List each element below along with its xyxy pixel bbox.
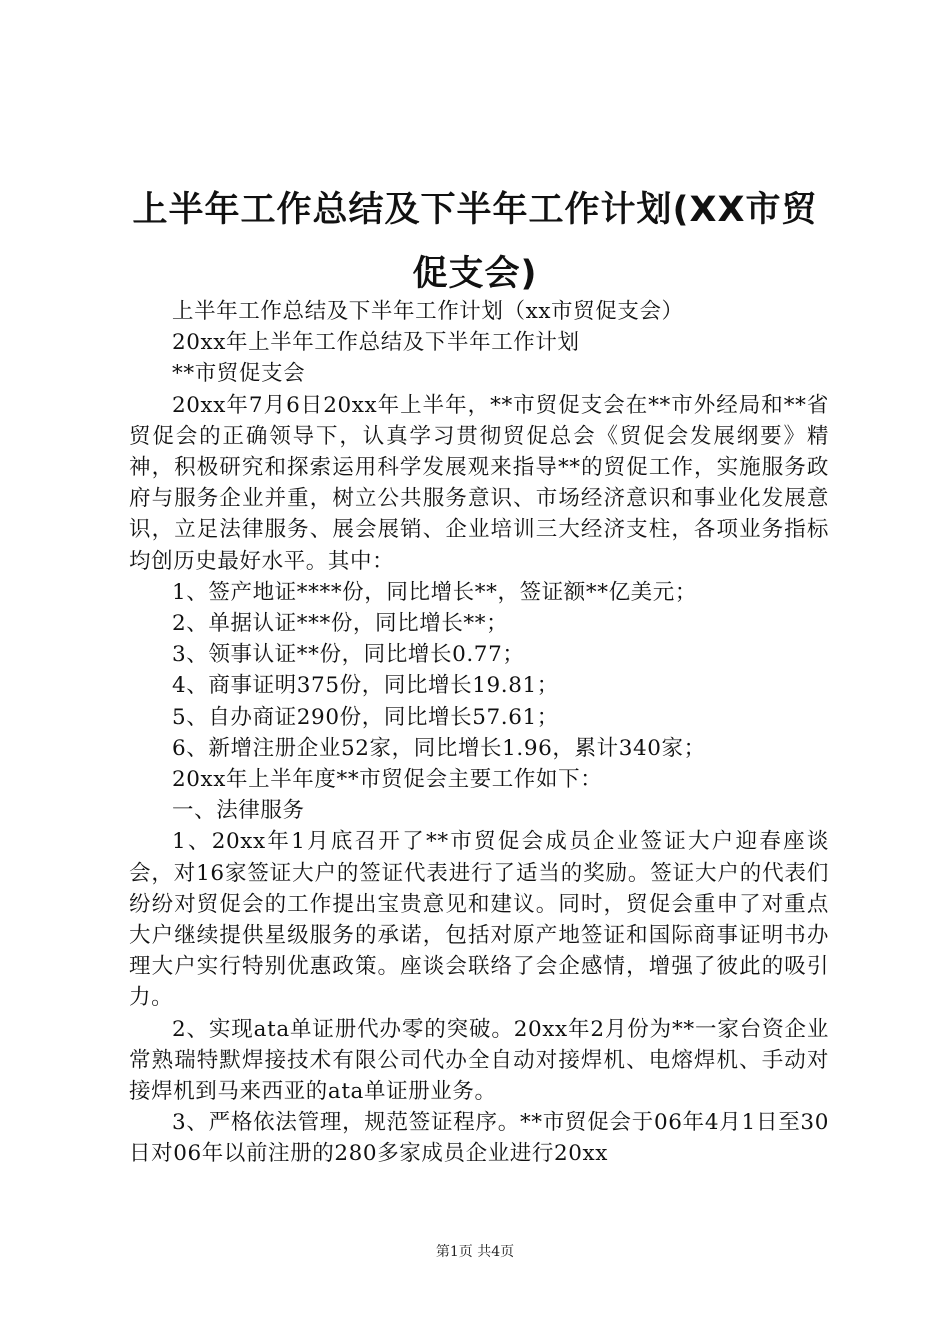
section-heading-legal: 一、法律服务 — [172, 798, 305, 824]
paragraph-subtitle: 上半年工作总结及下半年工作计划（xx市贸促支会） — [172, 299, 684, 324]
list-item-1: 1、签产地证****份，同比增长**，签证额**亿美元； — [172, 579, 697, 605]
paragraph-main-work: 20xx年上半年度**市贸促会主要工作如下： — [172, 767, 603, 793]
list-item-5: 5、自办商证290份，同比增长57.61； — [172, 704, 559, 730]
paragraph-organization: **市贸促支会 — [172, 361, 306, 387]
paragraph-legal-2: 2、实现ata单证册代办零的突破。20xx年2月份为**一家台资企业常熟瑞特默焊接技术有限公司代办全自动对接焊机、电熔焊机、手动对接焊机到马来西亚的ata单证册业务。 — [129, 1016, 829, 1105]
list-item-6: 6、新增注册企业52家，同比增长1.96，累计340家； — [172, 735, 706, 761]
document-body — [129, 296, 829, 1170]
list-item-2: 2、单据认证***份，同比增长**； — [172, 611, 509, 637]
page-footer: 第1页 共4页 — [435, 1244, 515, 1260]
paragraph-legal-1: 1、20xx年1月底召开了**市贸促会成员企业签证大户迎春座谈会，对16家签证大户的签证代表进行了适当的奖励。签证大户的代表们纷纷对贸促会的工作提出宝贵意见和建议。同时，贸促会重申了对重点大户继续提供星级服务的承诺，包括对原产地签证和国际商事证明书办理大户实行特别优惠政策。座谈会联络了会企感情，增强了彼此的吸引力。 — [129, 829, 829, 1011]
list-item-3: 3、领事认证**份，同比增长0.77； — [172, 642, 525, 668]
paragraph-intro: 20xx年7月6日20xx年上半年，**市贸促支会在**市外经局和**省贸促会的正确领导下，认真学习贯彻贸促总会《贸促会发展纲要》精神，积极研究和探索运用科学发展观来指导**的贸促工作，实施服务政府与服务企业并重，树立公共服务意识、市场经济意识和事业化发展意识，立足法律服务、展会展销、企业培训三大经济支柱，各项业务指标均创历史最好水平。其中： — [129, 392, 829, 574]
document-title: 上半年工作总结及下半年工作计划(XX市贸促支会) — [132, 190, 818, 294]
list-item-4: 4、商事证明375份，同比增长19.81； — [172, 673, 559, 699]
paragraph-report-title: 20xx年上半年工作总结及下半年工作计划 — [172, 330, 580, 356]
paragraph-legal-3: 3、严格依法管理，规范签证程序。**市贸促会于06年4月1日至30日对06年以前注册的280多家成员企业进行20xx — [129, 1110, 829, 1167]
